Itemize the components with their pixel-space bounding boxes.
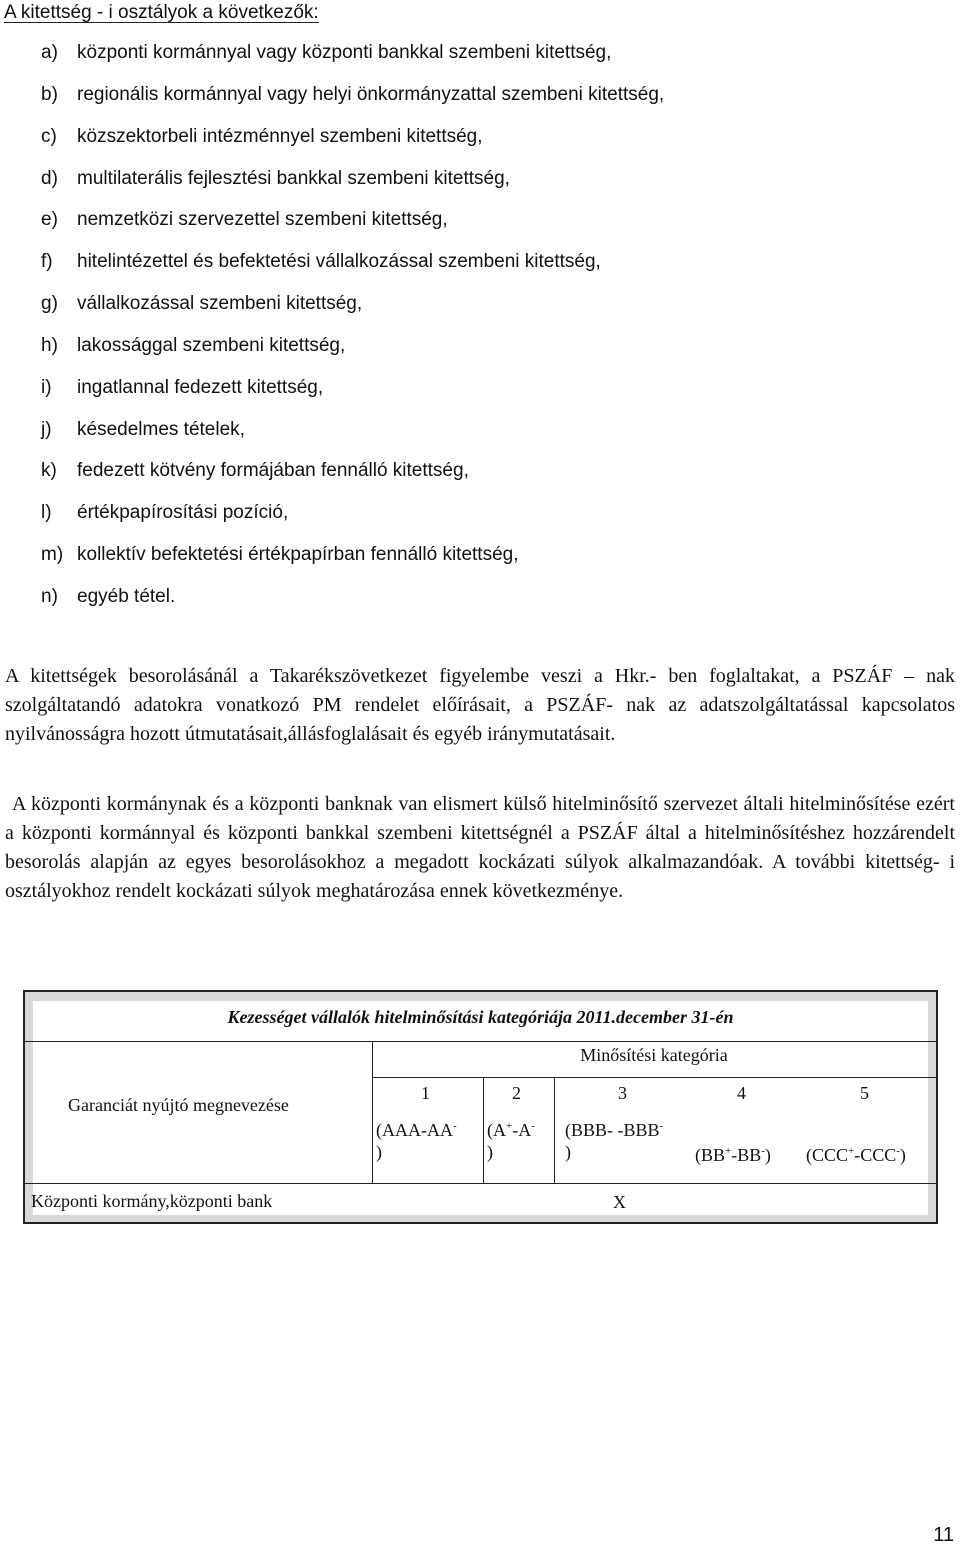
table-shade-right	[928, 992, 936, 1222]
table-rule	[25, 1041, 936, 1042]
rating-text: (CCC	[806, 1145, 849, 1165]
list-item	[41, 492, 664, 534]
list-item-text: késedelmes tételek,	[77, 418, 245, 440]
rating-text: (BBB- -BBB	[565, 1120, 660, 1140]
list-marker: f)	[41, 251, 53, 273]
list-marker: l)	[41, 502, 52, 524]
list-item-text: vállalkozással szembeni kitettség,	[77, 293, 363, 315]
list-item-text: központi kormánnyal vagy központi bankkal szembeni kitettség,	[77, 42, 612, 63]
rating-text: )	[376, 1142, 382, 1162]
exposure-class-list	[41, 32, 664, 618]
table-shade-left	[25, 992, 33, 1222]
list-item	[41, 450, 664, 492]
category-number: 5	[860, 1083, 869, 1103]
list-marker: m)	[41, 544, 64, 566]
list-marker: c)	[41, 125, 57, 147]
list-item	[41, 283, 664, 325]
rating-text: )	[487, 1142, 493, 1162]
rating-text: (A	[487, 1120, 506, 1140]
rating-text: )	[764, 1145, 771, 1165]
category-number: 4	[737, 1083, 746, 1103]
rating-superscript: -	[761, 1145, 765, 1157]
list-item-text: nemzetközi szervezettel szembeni kitettség,	[77, 209, 448, 231]
category-rating	[695, 1144, 771, 1166]
list-item-text: egyéb tétel.	[77, 585, 176, 607]
rating-text: (AAA-AA	[376, 1120, 453, 1140]
list-marker: b)	[41, 83, 58, 105]
category-rating	[376, 1119, 457, 1163]
list-item	[41, 199, 664, 241]
rating-category-table	[23, 990, 938, 1224]
rating-text: )	[565, 1142, 571, 1162]
category-mark: X	[613, 1192, 626, 1212]
table-title: Kezességet vállalók hitelminősítási kategóriája 2011.december 31-én	[227, 1007, 734, 1027]
list-item-text: lakossággal szembeni kitettség,	[77, 334, 346, 356]
rating-superscript: -	[452, 1120, 457, 1132]
list-marker: n)	[41, 585, 58, 607]
category-rating	[806, 1144, 906, 1166]
list-marker: h)	[41, 334, 58, 356]
list-item-text: értékpapírosítási pozíció,	[77, 502, 289, 524]
list-item-text: fedezett kötvény formájában fennálló kitettség,	[77, 460, 469, 482]
table-shade-top	[25, 992, 936, 1001]
classification-paragraph: A kitettségek besorolásánál a Takarékszövetkezet figyelembe veszi a Hkr.- ben foglaltakat, a PSZÁF – nak szolgáltatandó adatokra vonatkozó PM rendelet előírásait, a PSZÁF- nak az adatszolgáltatással kapcsolatos nyilvánosságra hozott útmutatásait,állásfoglalásait és egyéb iránymutatásait.	[5, 665, 955, 745]
rating-superscript: -	[896, 1145, 900, 1157]
table-rule	[372, 1077, 936, 1078]
rating-superscript: +	[506, 1120, 513, 1132]
list-item	[41, 32, 664, 74]
list-item-text: multilaterális fejlesztési bankkal szembeni kitettség,	[77, 167, 510, 189]
rating-text: -A	[512, 1120, 532, 1140]
list-marker: a)	[41, 42, 58, 63]
list-item-text: kollektív befektetési értékpapírban fennálló kitettség,	[77, 544, 519, 566]
list-item	[41, 116, 664, 158]
rating-superscript: -	[531, 1120, 535, 1132]
list-marker: j)	[41, 418, 52, 440]
list-marker: e)	[41, 209, 58, 231]
list-marker: d)	[41, 167, 58, 189]
list-item	[41, 534, 664, 576]
rating-text: (BB	[695, 1145, 726, 1165]
list-marker: g)	[41, 293, 58, 315]
list-item-text: közszektorbeli intézménnyel szembeni kitettség,	[77, 125, 483, 147]
rating-paragraph: A központi kormánynak és a központi banknak van elismert külső hitelminősítő szervezet általi hitelminősítése ezért a központi kormánnyal és központi bankkal szembeni kitettségnél a PSZÁF által a hitelminősítéshez hozzárendelt besorolás alapján az egyes besorolásokhoz a megadott kockázati súlyok alkalmazandóak. A további kitettség- i osztályokhoz rendelt kockázati súlyok meghatározása ennek következménye.	[5, 793, 955, 902]
guarantor-name: Központi kormány,központi bank	[31, 1191, 273, 1211]
category-number: 1	[421, 1083, 430, 1103]
category-number: 3	[618, 1083, 627, 1103]
guarantor-header: Garanciát nyújtó megnevezése	[68, 1095, 289, 1115]
table-rule	[25, 1183, 936, 1184]
list-item	[41, 576, 664, 618]
list-item	[41, 74, 664, 116]
rating-superscript: +	[848, 1145, 855, 1157]
list-item	[41, 367, 664, 409]
list-item-text: hitelintézettel és befektetési vállalkozással szembeni kitettség,	[77, 251, 601, 273]
rating-text: -CCC	[854, 1145, 897, 1165]
list-item-text: regionális kormánnyal vagy helyi önkormányzattal szembeni kitettség,	[77, 83, 665, 105]
category-rating	[487, 1119, 535, 1163]
rating-text: -BB	[731, 1145, 762, 1165]
rating-superscript: -	[659, 1120, 664, 1132]
category-rating	[565, 1119, 663, 1163]
table-rule	[483, 1077, 484, 1183]
page-number: 11	[933, 1524, 954, 1546]
table-shade-bottom	[25, 1215, 936, 1222]
rating-text: )	[899, 1145, 906, 1165]
list-item	[41, 325, 664, 367]
list-marker: k)	[41, 460, 57, 482]
table-rule	[554, 1077, 555, 1183]
list-item	[41, 409, 664, 451]
rating-superscript: +	[725, 1145, 732, 1157]
category-number: 2	[512, 1083, 521, 1103]
list-item	[41, 241, 664, 283]
section-heading: A kitettség - i osztályok a következők:	[4, 2, 319, 23]
list-item-text: ingatlannal fedezett kitettség,	[77, 376, 324, 398]
list-item	[41, 158, 664, 200]
list-marker: i)	[41, 376, 52, 398]
category-header: Minősítési kategória	[580, 1045, 728, 1065]
